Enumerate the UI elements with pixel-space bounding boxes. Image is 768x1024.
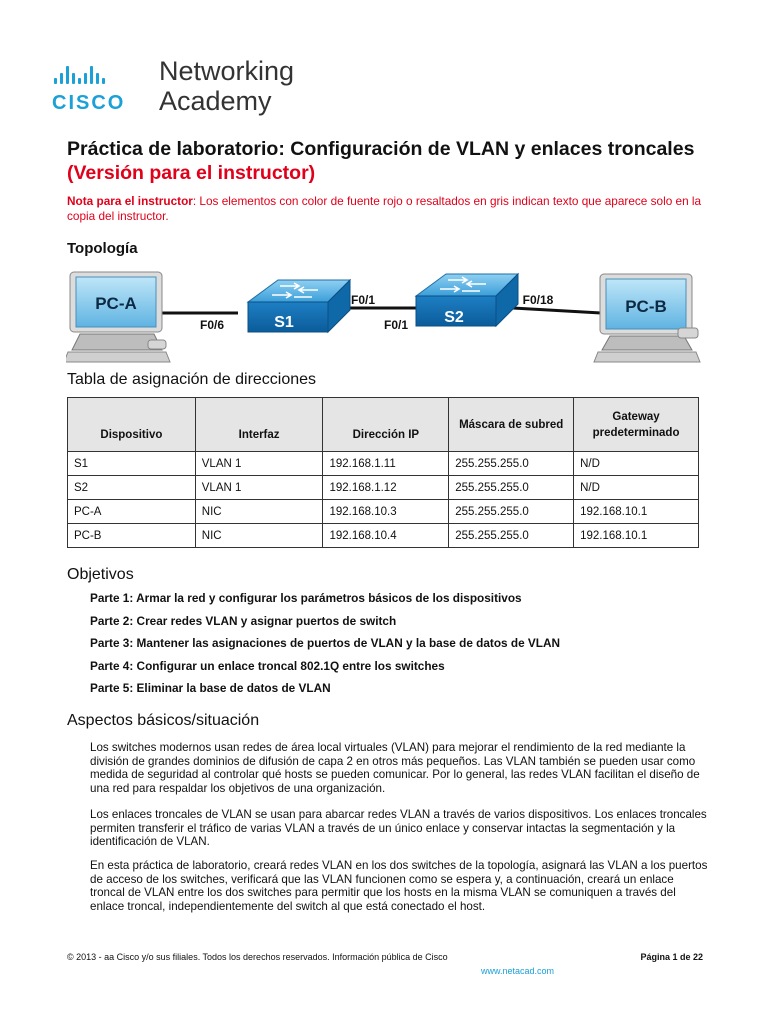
table-cell: S1 xyxy=(68,452,196,476)
table-header-row xyxy=(68,398,699,452)
s1-label: S1 xyxy=(274,314,294,331)
topology-diagram xyxy=(66,266,706,370)
table-cell: 192.168.10.4 xyxy=(323,524,449,548)
page-footer xyxy=(67,952,703,976)
s2-label: S2 xyxy=(444,309,464,326)
s2-switch xyxy=(416,274,518,326)
list-item: Parte 4: Configurar un enlace troncal 802.1Q entre los switches xyxy=(90,658,445,673)
list-item: Parte 1: Armar la red y configurar los parámetros básicos de los dispositivos xyxy=(90,591,522,605)
title-instructor-version: (Versión para el instructor) xyxy=(67,162,316,184)
objectives-list xyxy=(90,590,710,703)
cisco-wordmark: CISCO xyxy=(52,92,126,114)
brand-line-1: Networking xyxy=(159,56,295,86)
table-row xyxy=(68,524,699,548)
col-header-gateway: Gateway predeterminado xyxy=(574,398,699,452)
background-paragraph-1: Los switches modernos usan redes de área local virtuales (VLAN) para mejorar el rendimiento de la red mediante la división de grandes dominios de difusión de capa 2 en otros más pequeños. Las VLAN también se pueden usar como medida de seguridad al controlar qué hosts se pueden comunicar. Por lo general, las redes VLAN facilitan el diseño de una red para respaldar los objetivos de una organización. xyxy=(90,741,700,796)
title-main: Práctica de laboratorio: Configuración de VLAN y enlaces troncales xyxy=(67,138,695,160)
note-label: Nota para el instructor xyxy=(67,194,193,208)
list-item: Parte 5: Eliminar la base de datos de VLAN xyxy=(90,681,331,696)
topology-heading: Topología xyxy=(67,240,138,257)
port-s1-s2-top: F0/1 xyxy=(350,293,376,307)
table-row xyxy=(68,500,699,524)
table-row xyxy=(68,476,699,500)
port-s1-s2-bottom: F0/1 xyxy=(383,318,409,332)
table-cell: 255.255.255.0 xyxy=(449,524,574,548)
pc-a-device xyxy=(66,272,170,362)
col-header-device: Dispositivo xyxy=(68,398,196,452)
table-cell: 255.255.255.0 xyxy=(449,452,574,476)
table-cell: N/D xyxy=(574,452,699,476)
table-cell: 192.168.1.12 xyxy=(323,476,449,500)
list-item: Parte 3: Mantener las asignaciones de puertos de VLAN y la base de datos de VLAN xyxy=(90,636,561,651)
port-pca-s1: F0/6 xyxy=(199,318,225,332)
brand-line-2: Academy xyxy=(159,86,272,116)
table-cell: PC-A xyxy=(68,500,196,524)
table-cell: 255.255.255.0 xyxy=(449,500,574,524)
footer-copyright: © 2013 - aa Cisco y/o sus filiales. Todos los derechos reservados. Información pública de Cisco xyxy=(67,952,448,962)
link-s2-pcb xyxy=(513,308,601,313)
table-row xyxy=(68,452,699,476)
instructor-note xyxy=(67,194,707,223)
table-cell: NIC xyxy=(195,524,323,548)
table-cell: 192.168.10.1 xyxy=(574,524,699,548)
s1-switch xyxy=(248,280,350,332)
col-header-mask: Máscara de subred xyxy=(449,398,574,452)
table-cell: 192.168.1.11 xyxy=(323,452,449,476)
objectives-heading: Objetivos xyxy=(67,566,134,583)
background-paragraph-2: Los enlaces troncales de VLAN se usan para abarcar redes VLAN a través de varios dispositivos. Los enlaces troncales permiten transferir el tráfico de varias VLAN a través de un único enlace y conservar intactas la segmentación y la identificación de VLAN. xyxy=(90,808,707,849)
table-cell: 192.168.10.3 xyxy=(323,500,449,524)
document-title xyxy=(67,137,707,185)
addressing-heading: Tabla de asignación de direcciones xyxy=(67,371,317,388)
note-text: : Los elementos con color de fuente rojo o resaltados en gris indican texto que aparece solo en la copia del instructor. xyxy=(67,194,702,223)
table-cell: S2 xyxy=(68,476,196,500)
background-heading: Aspectos básicos/situación xyxy=(67,712,260,729)
addressing-table xyxy=(67,397,699,548)
table-cell: 255.255.255.0 xyxy=(449,476,574,500)
pc-a-label: PC-A xyxy=(95,294,137,313)
footer-page-number: Página 1 de 22 xyxy=(640,952,703,962)
table-cell: VLAN 1 xyxy=(195,476,323,500)
table-cell: NIC xyxy=(195,500,323,524)
table-cell: PC-B xyxy=(68,524,196,548)
pc-b-label: PC-B xyxy=(625,297,667,316)
table-cell: VLAN 1 xyxy=(195,452,323,476)
networking-academy-logo xyxy=(52,58,312,118)
background-paragraph-3: En esta práctica de laboratorio, creará redes VLAN en los dos switches de la topología, asignará las VLAN a los puertos de acceso de los switches, verificará que las VLAN funcionen como se espera y, a continuación, creará un enlace troncal de VLAN entre los dos switches para permitir que los hosts en la misma VLAN se comuniquen a través del enlace troncal, independientemente del switch al que está conectado el host. xyxy=(90,859,708,914)
col-header-interface: Interfaz xyxy=(195,398,323,452)
port-s2-pcb: F0/18 xyxy=(522,293,554,307)
footer-url-link[interactable]: www.netacad.com xyxy=(481,966,555,976)
pc-b-device xyxy=(594,274,700,362)
col-header-ip: Dirección IP xyxy=(323,398,449,452)
table-cell: 192.168.10.1 xyxy=(574,500,699,524)
table-cell: N/D xyxy=(574,476,699,500)
list-item: Parte 2: Crear redes VLAN y asignar puertos de switch xyxy=(90,613,397,628)
